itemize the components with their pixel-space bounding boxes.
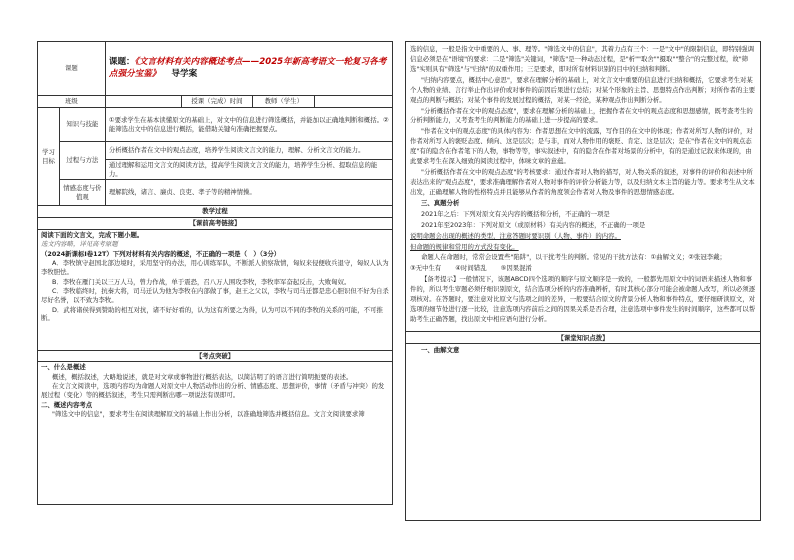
left-column	[37, 41, 393, 521]
right-p2: "归纳内容要点，概括中心意思"，要求在理解分析的基础上，对文言文中重要的信息进行归纳和概括，它要求考生对某个人物的业绩、言行举止作出评价或对事件的前因后果进行总结；对某个形象的主旨、思想特点作出判断；对所作者的主要观点的判断与概括；对某个事件的发展过程的概括，对某一经论，某种观点作出判断分析。	[410, 75, 756, 104]
teacher-label: 教师（学生）	[253, 96, 315, 108]
subheading-2: 二、概述内容考点	[41, 400, 93, 409]
title-suffix: 导学案	[171, 68, 198, 79]
teacher-value[interactable]	[315, 96, 393, 108]
title-quote: 《文言材料有关内容概述考点——2025年新高考语文一轮复习各考点强分宝鉴》	[108, 56, 387, 79]
right-subheading-1: 一、曲解文意	[421, 345, 460, 354]
trap-options	[410, 264, 756, 274]
right-p6: 2021年之后：下列对原文有关内容的概括和分析，不正确的一项是	[421, 209, 610, 218]
right-column	[405, 41, 761, 521]
right-p10: 命题人在命题时，常常会设置些"陷阱"，以干扰考生的判断。常见的干扰方法有：①曲解文义；②张冠李戴；	[421, 253, 726, 262]
objective-label-1: 过程与方法	[59, 142, 105, 180]
subheading-1: 一、什么是概述	[41, 363, 86, 372]
breakthrough-body	[38, 362, 393, 505]
right-p11: 【备考提示】一般情况下，该题ABCD四个选项的顺序与原文顺序是一致的，一般都先用原文中的词语来描述人物和事件的，所以考生审题必须仔细识别原文，结合选项分析的内容准确辨析，有时其核心部分可能会被命题人改写，所以必须逐项核对。在答题时，要注意对比原文与选项之间的差异，一般要结合原文的背景分析人物和事件特点，要仔细研读原文，对选项的细节处进行逐一比较，注意选项内容前后之间的因果关系是否合理，注意选项中事件发生的时间顺序，这些都可以帮助考生正确答题，找出原文中相应语句进行分析。	[410, 275, 756, 323]
right-p7: 2021年至2023年：下列对原文（或原材料）有关内容的概述，不正确的一项是	[421, 220, 646, 229]
sub1-text2: 在文言文阅读中，选项内容均为命题人对原文中人物活动作出的分析、情感态度、思想评价，事情（矛盾与冲突）的发展过程（变化）等的概括叙述，考生只需判断出哪一项说法有误即可。	[41, 382, 385, 400]
objective-text-3: 理解院线，诸言、廉贞、良吏、孝子等的精神情操。	[105, 180, 392, 206]
sub1-text: 概述，概括叙述，大略地说述，就是对文章或事物进行概括表达，以简洁明了的语言进行简明扼要的表述。	[52, 372, 353, 381]
right-p5: "分析概括作者在文中的观点态度"的考核要求：通过作者对人物的描写，对人物关系的叙述，对事件的评价和表述中所表达出来的"观点态度"，要求准确理解作者对人物对事件的评价分析能力等，以及归纳文本主旨的能力等。要求考生从文本出发，正确理解人物的性格特点并且能够从作者的角度领会作者对人物及事件的思想情感态度。	[410, 168, 755, 196]
course-label: 课题	[65, 64, 78, 73]
title-prefix: 课题：	[108, 56, 135, 67]
class-value[interactable]	[105, 96, 181, 108]
right-p1: 选的信息，一般是指文中重要的人、事、理等。"筛选文中的信息"，其着力点有三个：一是"文中"的限制信息，即特别强调信息必须是在"语境"的要求：二是"筛选"关键词，"筛选"是一种动态过程，是"析""取舍""摄取""整合"的完整过程，故"筛选"实则具有"筛选"与"归纳"的双重作用；三是要求，即对所有材料识别的目中的归纳和判断。	[410, 45, 755, 73]
section-bar-pre: 【课前高考链接】	[38, 217, 393, 229]
objective-text-1: 分析概括作者在文中的观点态度，培养学生阅读文言文的能力，理解、分析文言文的能力。	[105, 142, 392, 160]
source-note: 选文内容略，详见高考原题	[41, 240, 118, 249]
objectives-group-label: 学习目标	[38, 108, 60, 206]
lesson-plan-table	[37, 41, 393, 505]
objective-label-3: 情感态度与价值观	[59, 180, 105, 206]
objective-text-2: 通过理解和运用文言文的阅读方法，提高学生阅读文言文的能力，培养学生分析、提取信息的能力。	[105, 160, 392, 180]
right-subheading-3: 三、真题分析	[421, 198, 460, 207]
intro-line: 阅读下面的文言文，完成下题小题。	[41, 230, 144, 239]
right-body	[406, 42, 760, 329]
right-p4: "作者在文中的观点态度"的具体内容为：作者思想在文中的流露，写作目的在文中的体现；作者对所写人物的评价，对作者对所写入的褒贬态度、倾向、这是层次；是与非，而对人物作用的褒贬、肯定、这是层次；是在"作者在文中的观点态度"有的隐含在作者笔下的人物，事物等等，事实叙述中，有的隐含在作者对场景的分析中，有的是通过记叙来体现的，由此要求考生在深入细致的阅读过程中，体味文章的意蕴。	[410, 127, 753, 166]
right-p8: 说明命题会出现的概述的类型，注意答题时要识别（人物、事件）的内容。	[410, 231, 621, 240]
right-p3: "分析概括作者在文中的观点态度"，要求在理解分析的基础上，把握作者在文中的观点态度和思想感情，既考查考生的分析判断能力，又考查考生的判断能力的基础上进一步提高的要求。	[410, 106, 753, 125]
section-bar-breakthrough: 【考点突破】	[38, 350, 393, 362]
option-b: B．李牧在雁门关以三万人马，曾力作战，单于震恐，召八万人围攻李牧，李牧率军奋起反击，大败匈奴。	[52, 277, 351, 286]
time-label: 授课（完成）时间	[181, 96, 253, 108]
trap-option-3: ③无中生有	[410, 264, 442, 273]
right-p9: 但命题的规律和常用的方式没有变化。	[410, 242, 519, 251]
class-label: 班级	[38, 96, 106, 108]
trap-option-5: ⑤因果混淆	[500, 264, 532, 273]
option-c: C．李牧临终时，抗秦大将，司马迁认为他为李牧在内部做了事，赵王之父以，李牧与司马迁都是忠心胆识但不好为自杀尽好名誉，以不致为李牧。	[41, 287, 389, 305]
pre-class-body	[38, 229, 393, 350]
sub2-text: "筛选文中的信息"，要求考生在阅读理解原文的基础上作出分析，以准确地筛选并概括信息。文言文阅读要求筛	[52, 410, 365, 419]
section-bar-knowledge: 【课堂知识点拨】	[406, 331, 760, 344]
objective-label-0: 知识与技能	[59, 108, 105, 142]
course-label-cell	[38, 42, 106, 96]
option-a: A．李牧镇守赵国北部边境时，采用坚守的办法，用心训练军队，不断派人侦察敌情，匈奴来侵便收兵退守，匈奴人认为李牧胆怯。	[41, 259, 389, 277]
question-line: （2024新课标Ⅰ卷12T）下列对材料有关内容的概述，不正确的一项是（ ）（3分）	[41, 249, 281, 258]
option-d: D．武将诸侯得到赞助的相互对抗，诸不好好看的，认为这有所要之为得，认为可以不同的李牧的关系的可能，不可推断。	[41, 305, 383, 323]
process-bar: 教学过程	[38, 206, 393, 218]
objective-text-0: ①要求学生在基本读懂原文的基础上，对文中的信息进行筛选概括，并能加以正确地判断和概括。②能筛选出文中的信息进行概括，能借助关键句准确把握要点。	[105, 108, 392, 142]
trap-option-4: ④时间错乱	[455, 264, 487, 273]
title-cell	[105, 42, 392, 96]
